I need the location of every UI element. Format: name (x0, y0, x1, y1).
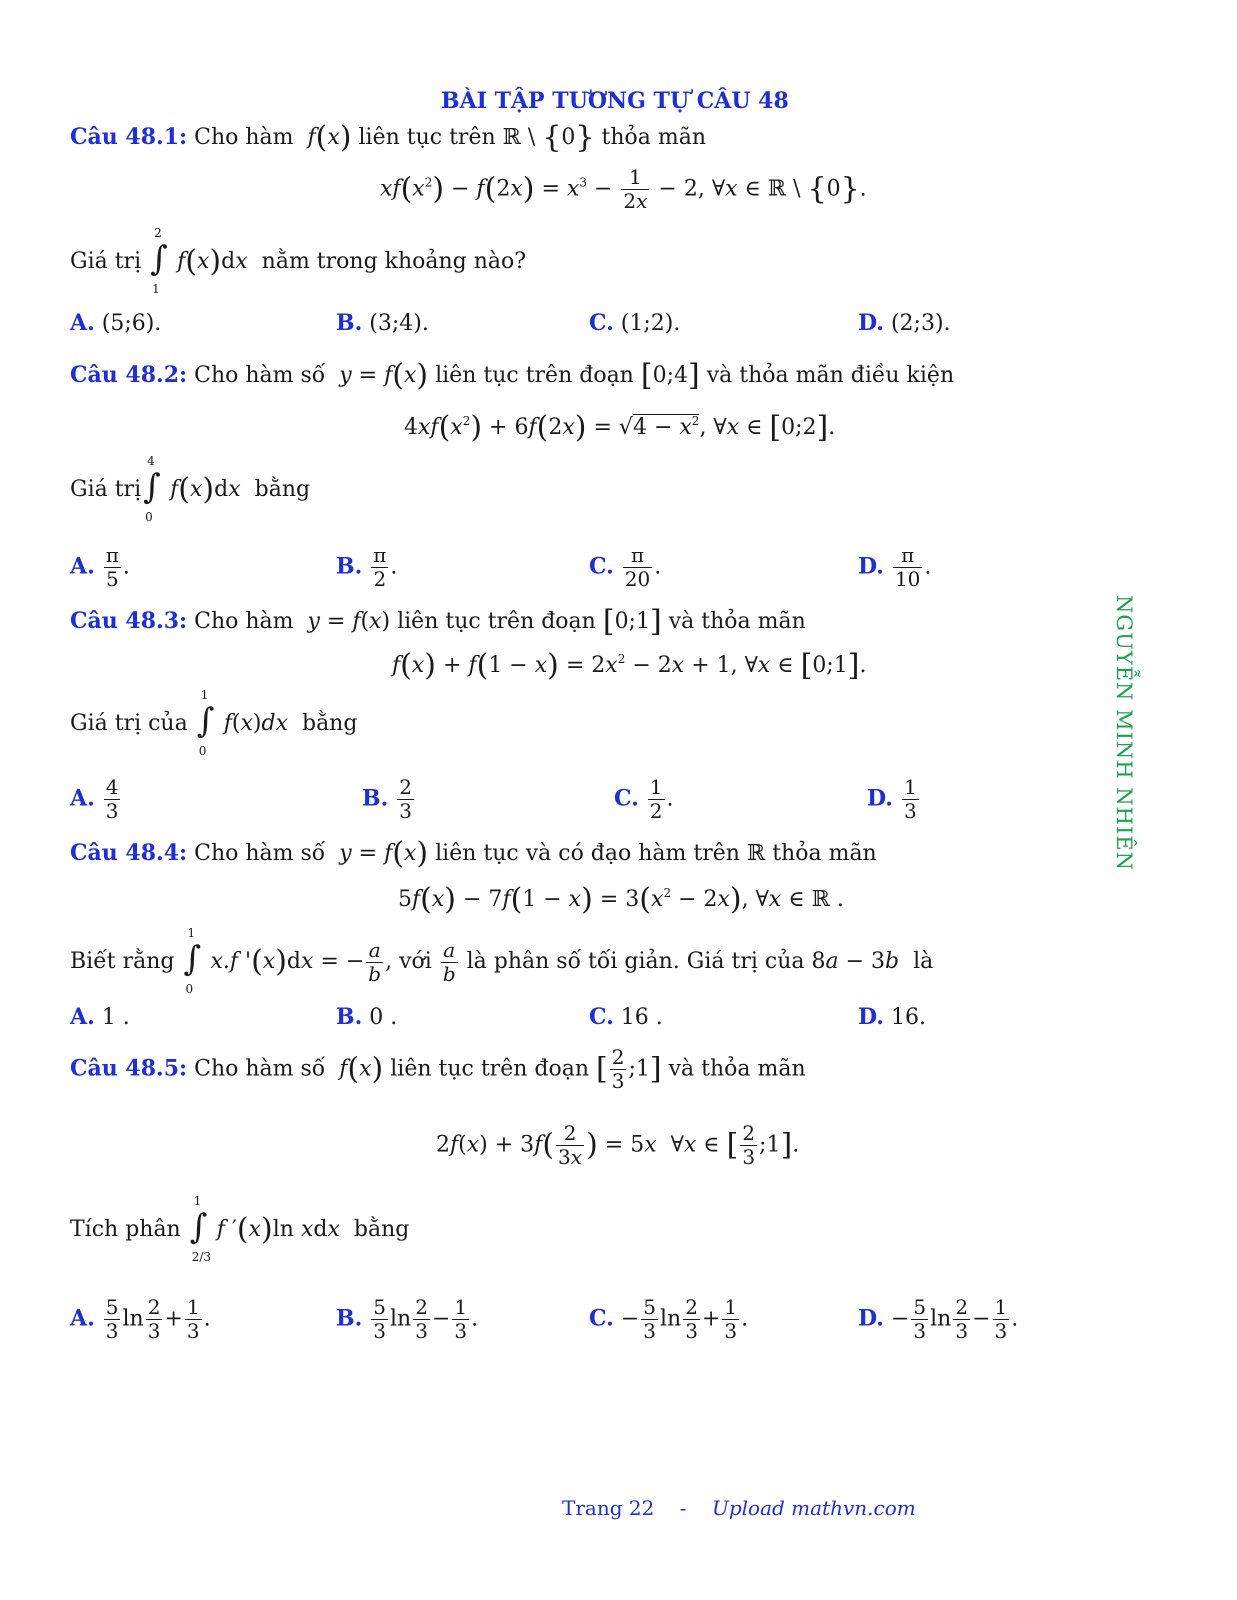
q5-label: Câu 48.5: (70, 1055, 188, 1082)
q1-ask2: nằm trong khoảng nào? (261, 249, 527, 274)
integral-sign: 1 ∫ 2/3 (189, 1194, 212, 1264)
q5-option-d[interactable]: D. − $\frac{5}{3}$ ln $\frac{2}{3}$ − $\frac{1}{3}$ . (858, 1295, 1019, 1343)
q1-option-a[interactable]: A. (5;6). (70, 310, 162, 336)
footer-link[interactable]: Upload mathvn.com (711, 1496, 916, 1520)
q1-option-b[interactable]: B. (3;4). (336, 310, 429, 336)
q1-satisfy: thỏa mãn (601, 125, 707, 150)
q1-ask: Giá trị (70, 249, 142, 274)
q2-stem: Câu 48.2: Cho hàm số y = f(x) liên tục trên đoạn [0;4] và thỏa mãn điều kiện (70, 358, 955, 393)
q3-option-b[interactable]: B. $\frac{2}{3}$ (362, 775, 412, 823)
q5-stem: Câu 48.5: Cho hàm số f(x) liên tục trên đoạn [ $\frac{2}{3}$ ;1] và thỏa mãn (70, 1045, 806, 1093)
q1-label: Câu 48.1: (70, 124, 188, 150)
author-side-text: NGUYỄN MINH NHIÊN (1112, 595, 1136, 871)
integral-sign: 2 ∫ 1 (150, 226, 168, 296)
q5-option-a[interactable]: A. $\frac{5}{3}$ ln $\frac{2}{3}$ + $\frac{1}{3}$ . (70, 1295, 211, 1343)
q3-option-c[interactable]: C. $\frac{1}{2}$ . (614, 775, 674, 823)
q5-equation: 2f(x) + 3f( $\frac{2}{3x}$ ) = 5x ∀x ∈ [ $\frac{2}{3}$ ;1]. (436, 1121, 800, 1169)
q2-option-c[interactable]: C. $\frac{\pi}{20}$ . (589, 543, 662, 591)
page-number: Trang 22 (562, 1496, 655, 1520)
q5-option-c[interactable]: C. − $\frac{5}{3}$ ln $\frac{2}{3}$ + $\frac{1}{3}$ . (589, 1295, 749, 1343)
integral-sign: 1 ∫ 0 (196, 688, 215, 758)
q4-option-d[interactable]: D. 16. (858, 1004, 926, 1030)
integral-sign: 1 ∫ 0 (183, 926, 202, 996)
page-title: BÀI TẬP TƯƠNG TỰ CÂU 48 (441, 88, 789, 114)
q1-intro: Cho hàm (194, 125, 294, 150)
q4-equation: $5f(x) - 7f(1 - x) = 3(x^2 - 2x)$, ∀x ∈ ℝ . (398, 882, 844, 917)
q4-label: Câu 48.4: (70, 840, 188, 866)
q2-label: Câu 48.2: (70, 362, 188, 388)
q2-question: Giá trị 4 ∫ 0 f(x)dx bằng (70, 454, 311, 524)
q1-question: Giá trị 2 ∫ 1 f(x)dx nằm trong khoảng nào? (70, 226, 527, 296)
q4-option-c[interactable]: C. 16 . (589, 1004, 663, 1030)
q3-question: Giá trị của 1 ∫ 0 f(x)dx bằng (70, 688, 358, 758)
q1-option-c[interactable]: C. (1;2). (589, 310, 681, 336)
q4-option-a[interactable]: A. 1 . (70, 1004, 130, 1030)
integral-sign: 4 ∫ 0 (143, 454, 161, 524)
q4-stem: Câu 48.4: Cho hàm số y = f(x) liên tục và có đạo hàm trên ℝ thỏa mãn (70, 836, 877, 871)
q2-option-d[interactable]: D. $\frac{\pi}{10}$ . (858, 543, 932, 591)
q5-option-b[interactable]: B. $\frac{5}{3}$ ln $\frac{2}{3}$ − $\frac{1}{3}$ . (336, 1295, 479, 1343)
q1-cond: liên tục trên (358, 125, 496, 150)
q3-stem: Câu 48.3: Cho hàm y = f(x) liên tục trên đoạn [0;1] và thỏa mãn (70, 604, 806, 639)
q2-option-a[interactable]: A. $\frac{\pi}{5}$ . (70, 543, 130, 591)
q2-equation: $4xf(x^2) + 6f(2x) = √4 - x^2$, ∀x ∈ [0;2]. (404, 410, 836, 445)
q3-option-d[interactable]: D. $\frac{1}{3}$ (867, 775, 917, 823)
q1-option-d[interactable]: D. (2;3). (858, 310, 951, 336)
q5-question: Tích phân 1 ∫ 2/3 f ′(x)ln xdx bằng (70, 1194, 410, 1264)
q1-stem: Câu 48.1: Cho hàm f(x) liên tục trên ℝ \ {0} thỏa mãn (70, 120, 707, 155)
q4-option-b[interactable]: B. 0 . (336, 1004, 398, 1030)
q1-equation: $xf(x^2) - f(2x) = x^3$ − $\frac{1}{2x}$ − 2, ∀x ∈ ℝ \ {0}. (380, 165, 867, 213)
q3-option-a[interactable]: A. $\frac{4}{3}$ (70, 775, 119, 823)
page-footer: Trang 22 - Upload mathvn.com (562, 1496, 916, 1520)
q2-option-b[interactable]: B. $\frac{\pi}{2}$ . (336, 543, 398, 591)
q3-label: Câu 48.3: (70, 608, 188, 634)
q3-equation: $f(x) + f(1 - x) = 2x^2 - 2x + 1$, ∀x ∈ [0;1]. (392, 648, 867, 683)
q4-question: Biết rằng 1 ∫ 0 x.f '(x)dx = − $\frac{a}{b}$ , với $\frac{a}{b}$ là phân số tối giản. Giá trị của 8a − 3b là (70, 926, 934, 996)
